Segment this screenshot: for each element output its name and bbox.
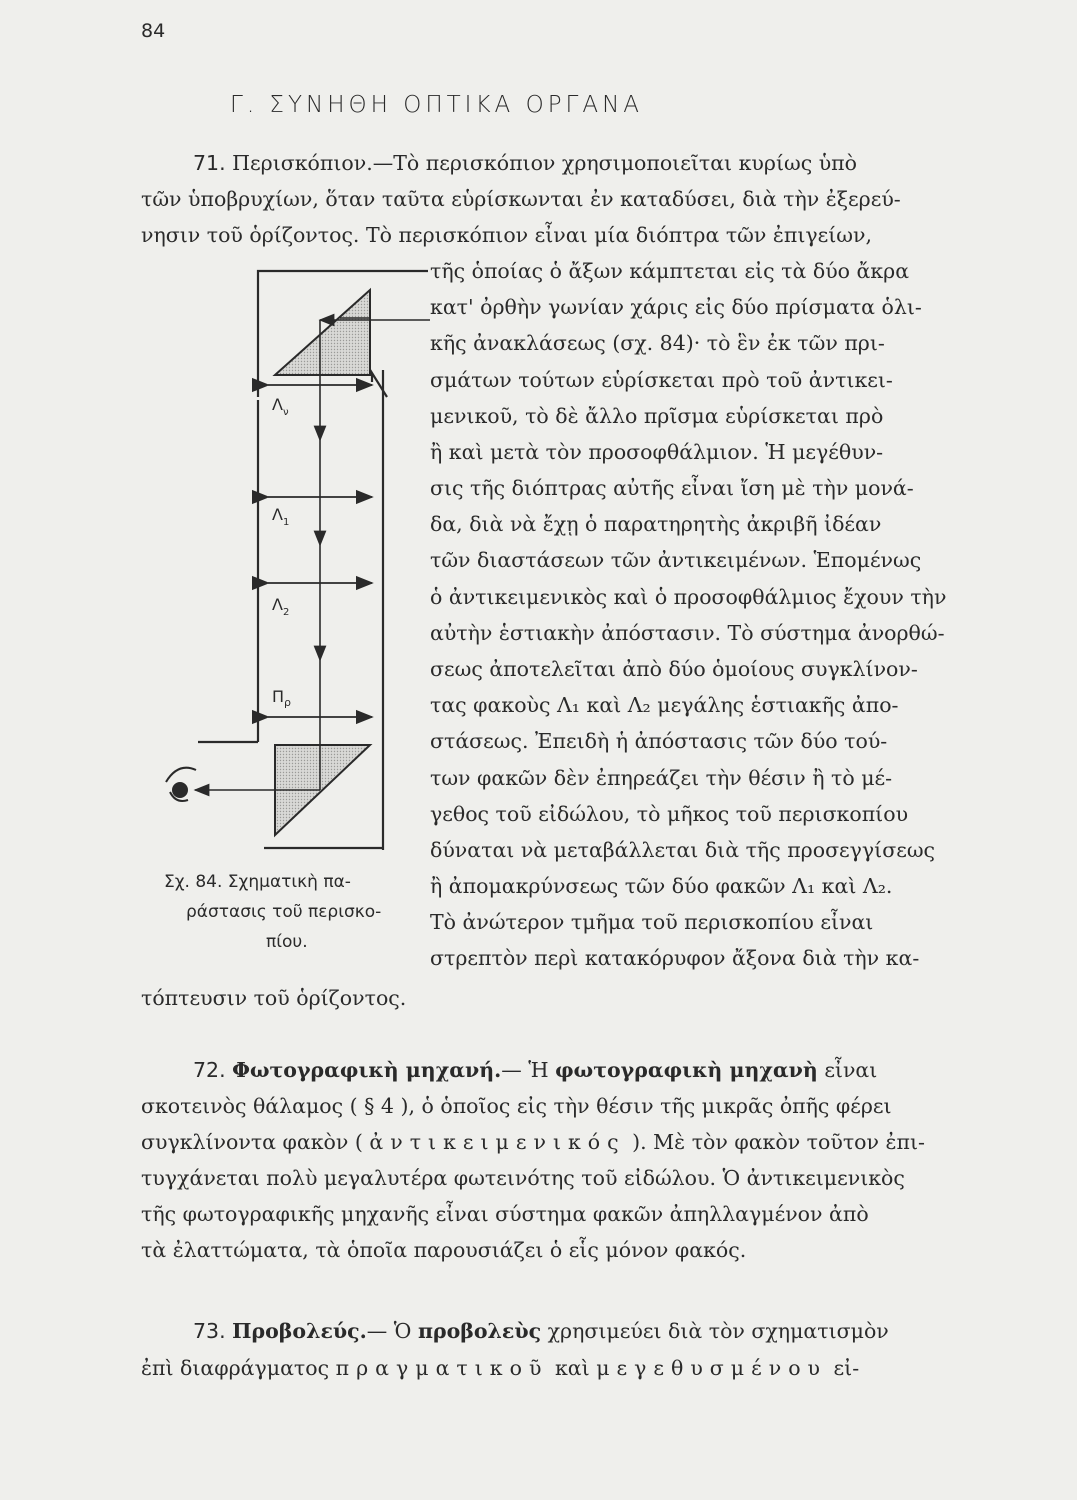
section-73-lead: — Ὁ (366, 1319, 412, 1343)
section-72-line: σκοτεινὸς θάλαμος ( § 4 ), ὁ ὁποῖος εἰς τὴν θέσιν τῆς μικρᾶς ὀπῆς φέρει (141, 1094, 892, 1118)
section-72-line1-rest: εἶναι (824, 1058, 878, 1082)
section-71-line: νησιν τοῦ ὁρίζοντος. Τὸ περισκόπιον εἶναι μία διόπτρα τῶν ἐπιγείων, (141, 223, 872, 247)
section-71-line: δύναται νὰ μεταβάλλεται διὰ τῆς προσεγγίσεως (430, 838, 936, 862)
section-71-line: κῆς ἀνακλάσεως (σχ. 84)· τὸ ἓν ἐκ τῶν πρι- (430, 331, 885, 355)
label-lens-1: $\Lambda_1$ (272, 505, 290, 528)
section-73-number: 73. (193, 1319, 226, 1343)
label-objective: $\Lambda_\nu$ (272, 395, 289, 418)
section-71-line: ἢ ἀπομακρύνσεως τῶν δύο φακῶν Λ₁ καὶ Λ₂. (430, 874, 893, 898)
figure-caption-line: πίου. (266, 932, 308, 952)
section-73-text: ἐπὶ διαφράγματος (141, 1356, 330, 1380)
tube-top-right-notch (372, 373, 387, 397)
section-71-line: στρεπτὸν περὶ κατακόρυφον ἄξονα διὰ τὴν κα- (430, 946, 920, 970)
section-71-line: ἢ καὶ μετὰ τὸν προσοφθάλμιον. Ἡ μεγέθυν- (430, 440, 884, 464)
section-73-spaced-term: πραγματικοῦ (335, 1356, 549, 1380)
figure-caption-line: Σχ. 84. Σχηματικὴ πα- (164, 872, 351, 892)
eye-icon (166, 768, 196, 801)
section-71-line: κατ' ὀρθὴν γωνίαν χάρις εἰς δύο πρίσματα ὁλι- (430, 295, 922, 319)
section-72-lead: — Ἡ (501, 1058, 549, 1082)
section-72-title: Φωτογραφικὴ μηχανή. (232, 1058, 502, 1082)
label-lens-2: $\Lambda_2$ (272, 595, 290, 618)
section-72-spaced-term: ἀντικειμενικός (369, 1130, 626, 1154)
section-71-line: δα, διὰ νὰ ἔχῃ ὁ παρατηρητὴς ἀκριβῆ ἰδέαν (430, 512, 882, 536)
section-71-line: τῶν ὑποβρυχίων, ὅταν ταῦτα εὑρίσκωνται ἐν καταδύσει, διὰ τὴν ἐξερεύ- (141, 187, 901, 211)
section-72-line: τυγχάνεται πολὺ μεγαλυτέρα φωτεινότης τοῦ εἰδώλου. Ὁ ἀντικειμενικὸς (141, 1166, 905, 1190)
section-72-first-line (193, 1060, 877, 1081)
figure-caption-line: ράστασις τοῦ περισκο- (186, 902, 382, 922)
section-73-line1-rest: χρησιμεύει διὰ τὸν σχηματισμὸν (547, 1319, 889, 1343)
section-73-text: εἰ- (833, 1356, 860, 1380)
section-71-line: των φακῶν δὲν ἐπηρεάζει τὴν θέσιν ἢ τὸ μέ- (430, 766, 893, 790)
section-71-line: τας φακοὺς Λ₁ καὶ Λ₂ μεγάλης ἑστιακῆς ἀπο- (430, 693, 899, 717)
section-72-text: συγκλίνοντα φακὸν ( (141, 1130, 363, 1154)
section-71-title: Περισκόπιον. (232, 151, 373, 175)
section-71-line: τόπτευσιν τοῦ ὁρίζοντος. (141, 986, 407, 1010)
section-73-title: Προβολεύς. (232, 1319, 367, 1343)
section-72-number: 72. (193, 1058, 226, 1082)
section-71-number: 71. (193, 151, 226, 175)
section-73-spaced-term: μεγεθυσμένου (596, 1356, 828, 1380)
section-71-line: τῆς ὁποίας ὁ ἄξων κάμπτεται εἰς τὰ δύο ἄκρα (430, 259, 910, 283)
section-71-line: Τὸ ἀνώτερον τμῆμα τοῦ περισκοπίου εἶναι (430, 910, 874, 934)
section-72-line: τῆς φωτογραφικῆς μηχανῆς εἶναι σύστημα φακῶν ἀπηλλαγμένον ἀπὸ (141, 1202, 869, 1226)
section-71-line: στάσεως. Ἐπειδὴ ἡ ἀπόστασις τῶν δύο τού- (430, 729, 888, 753)
section-71-line: τῶν διαστάσεων τῶν ἀντικειμένων. Ἑπομένως (430, 548, 922, 572)
section-72-bold-term: φωτογραφικὴ μηχανὴ (555, 1058, 818, 1082)
section-71-line: μενικοῦ, τὸ δὲ ἄλλο πρῖσμα εὑρίσκεται πρὸ (430, 404, 884, 428)
chapter-title: Γ. ΣΥΝΗΘΗ ΟΠΤΙΚΑ ΟΡΓΑΝΑ (230, 92, 644, 118)
section-71-line: σις τῆς διόπτρας αὐτῆς εἶναι ἴση μὲ τὴν μονά- (430, 476, 914, 500)
section-72-line-2 (141, 1132, 925, 1153)
label-eyepiece: $\Pi_\rho$ (272, 687, 292, 709)
section-73-bold-term: προβολεὺς (417, 1319, 542, 1343)
section-71-line: γεθος τοῦ εἰδώλου, τὸ μῆκος τοῦ περισκοπίου (430, 802, 909, 826)
section-71-line: σεως ἀποτελεῖται ἀπὸ δύο ὁμοίους συγκλίνον- (430, 657, 918, 681)
page-number: 84 (141, 20, 166, 42)
section-71-line-0: —Τὸ περισκόπιον χρησιμοποιεῖται κυρίως ὑπὸ (372, 151, 857, 175)
section-73-line-2 (141, 1358, 859, 1379)
section-71-line: αὐτὴν ἑστιακὴν ἀπόστασιν. Τὸ σύστημα ἀνορθώ- (430, 621, 945, 645)
upper-prism (275, 290, 370, 375)
section-71-line: σμάτων τούτων εὑρίσκεται πρὸ τοῦ ἀντικει- (430, 368, 893, 392)
section-71-line: ὁ ἀντικειμενικὸς καὶ ὁ προσοφθάλμιος ἔχουν τὴν (430, 585, 947, 609)
section-72-text: ). Μὲ τὸν φακὸν τοῦτον ἐπι- (632, 1130, 925, 1154)
section-73-first-line (193, 1321, 889, 1342)
section-72-line: τὰ ἐλαττώματα, τὰ ὁποῖα παρουσιάζει ὁ εἷς μόνον φακός. (141, 1238, 747, 1262)
section-73-text: καὶ (554, 1356, 590, 1380)
